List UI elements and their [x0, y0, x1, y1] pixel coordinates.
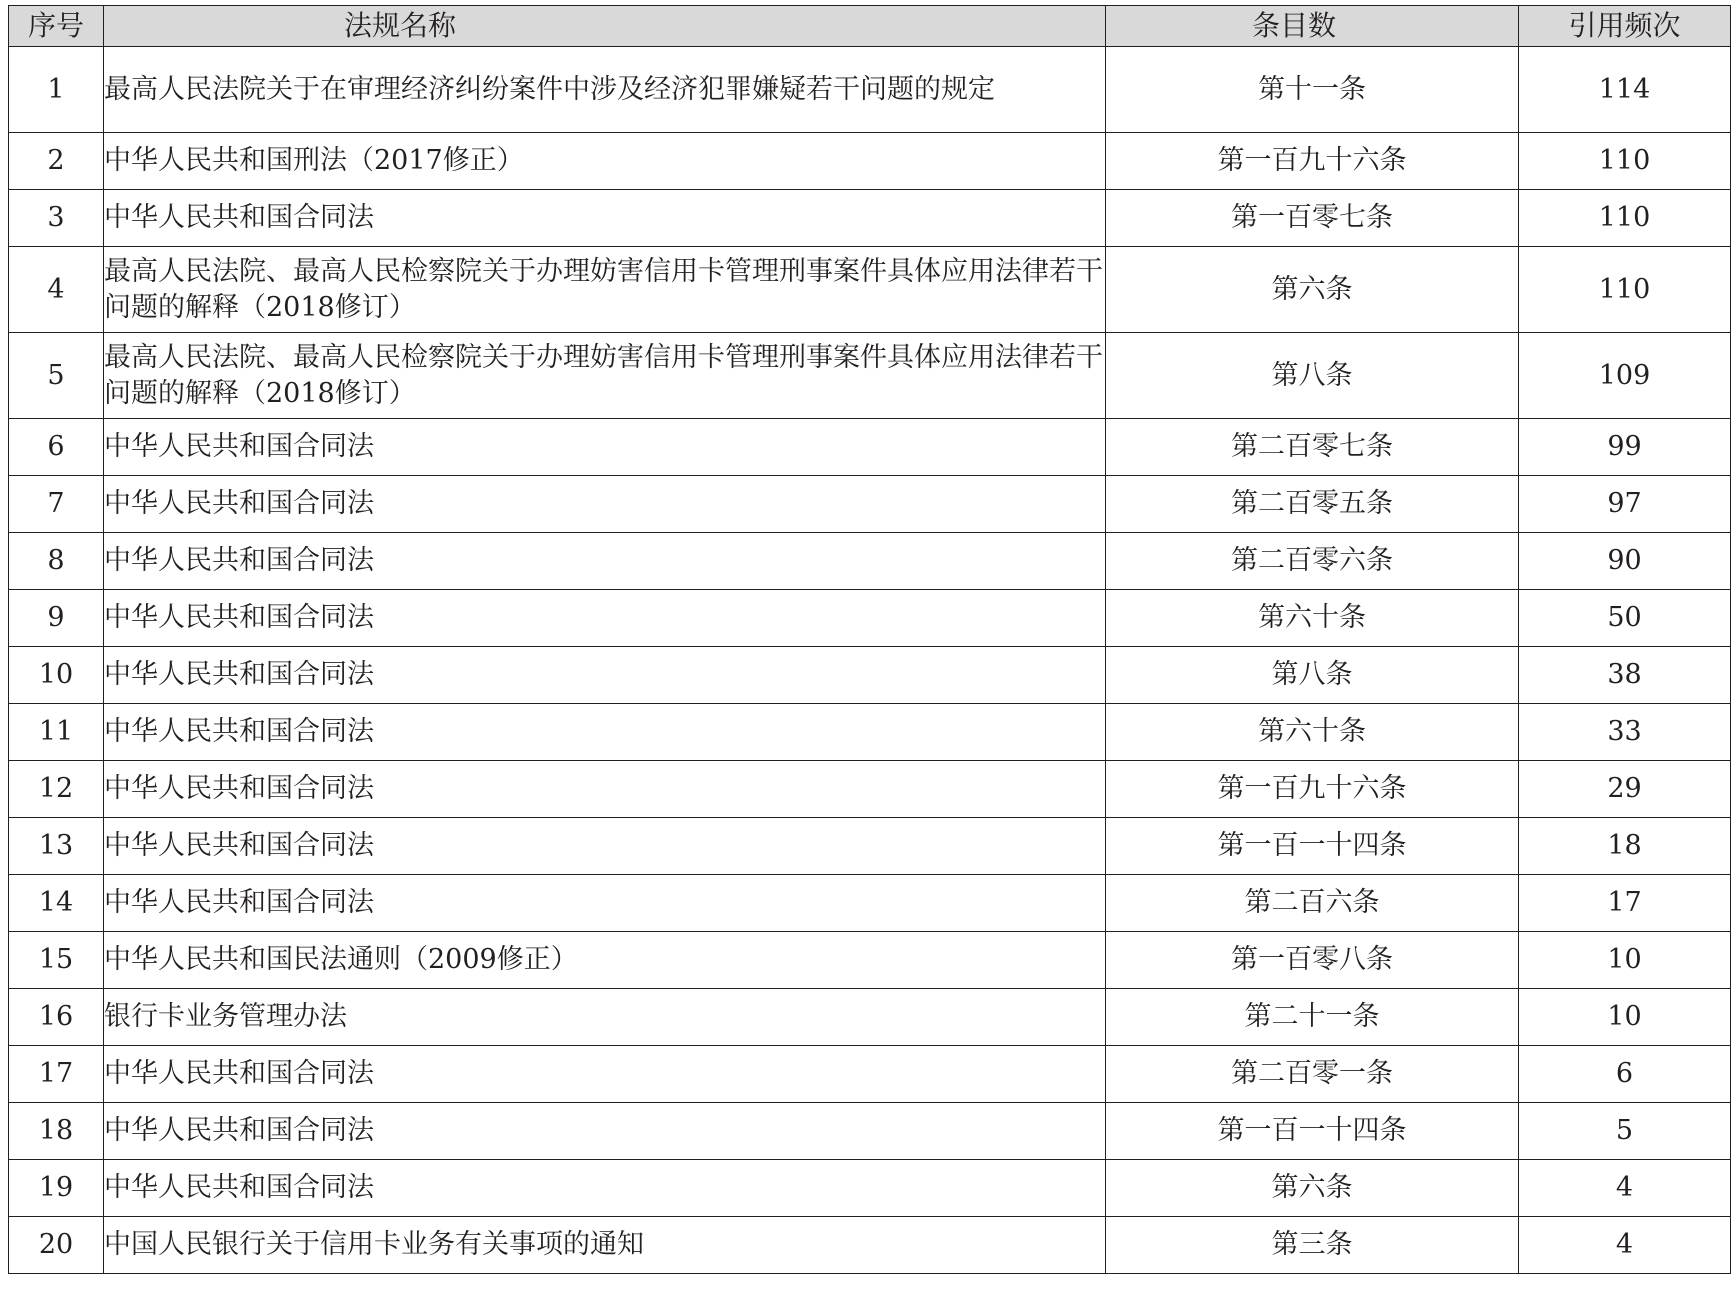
header-article: 条目数: [1106, 6, 1519, 47]
row-seq: 18: [9, 1103, 104, 1160]
row-regulation-name: 中华人民共和国合同法: [104, 190, 1106, 247]
row-seq: 11: [9, 704, 104, 761]
table-row: [9, 133, 1731, 190]
row-regulation-name: 中华人民共和国合同法: [104, 875, 1106, 932]
row-seq: 2: [9, 133, 104, 190]
table-row: [9, 647, 1731, 704]
row-article: 第一百一十四条: [1106, 1103, 1519, 1160]
row-seq: 17: [9, 1046, 104, 1103]
table-row: [9, 932, 1731, 989]
row-article: 第一百九十六条: [1106, 761, 1519, 818]
row-regulation-name: 中华人民共和国民法通则（2009修正）: [104, 932, 1106, 989]
row-seq: 5: [9, 333, 104, 419]
row-regulation-name: 中华人民共和国合同法: [104, 761, 1106, 818]
row-frequency: 50: [1519, 590, 1731, 647]
row-frequency: 18: [1519, 818, 1731, 875]
row-article: 第八条: [1106, 333, 1519, 419]
row-frequency: 4: [1519, 1217, 1731, 1274]
row-article: 第一百九十六条: [1106, 133, 1519, 190]
row-article: 第二百零六条: [1106, 533, 1519, 590]
row-article: 第六十条: [1106, 704, 1519, 761]
row-frequency: 29: [1519, 761, 1731, 818]
row-article: 第六条: [1106, 1160, 1519, 1217]
row-regulation-name: 中华人民共和国合同法: [104, 704, 1106, 761]
row-article: 第十一条: [1106, 47, 1519, 133]
row-seq: 6: [9, 419, 104, 476]
row-article: 第六十条: [1106, 590, 1519, 647]
row-regulation-name: 中华人民共和国合同法: [104, 476, 1106, 533]
row-frequency: 17: [1519, 875, 1731, 932]
row-seq: 16: [9, 989, 104, 1046]
row-article: 第二十一条: [1106, 989, 1519, 1046]
row-regulation-name: 中国人民银行关于信用卡业务有关事项的通知: [104, 1217, 1106, 1274]
table-body: [9, 47, 1731, 1274]
row-frequency: 4: [1519, 1160, 1731, 1217]
table-header: [9, 6, 1731, 47]
row-regulation-name: 中华人民共和国合同法: [104, 533, 1106, 590]
table-row: [9, 419, 1731, 476]
table-row: [9, 989, 1731, 1046]
header-row: [9, 6, 1731, 47]
row-article: 第一百零七条: [1106, 190, 1519, 247]
row-frequency: 97: [1519, 476, 1731, 533]
row-regulation-name: 中华人民共和国合同法: [104, 1160, 1106, 1217]
row-seq: 19: [9, 1160, 104, 1217]
row-article: 第二百零七条: [1106, 419, 1519, 476]
regulation-citation-table: [8, 5, 1731, 1274]
row-frequency: 6: [1519, 1046, 1731, 1103]
row-seq: 9: [9, 590, 104, 647]
row-article: 第二百零五条: [1106, 476, 1519, 533]
row-seq: 3: [9, 190, 104, 247]
row-regulation-name: 最高人民法院、最高人民检察院关于办理妨害信用卡管理刑事案件具体应用法律若干问题的解释（2018修订）: [104, 247, 1106, 333]
row-regulation-name: 中华人民共和国合同法: [104, 647, 1106, 704]
row-seq: 12: [9, 761, 104, 818]
row-frequency: 10: [1519, 989, 1731, 1046]
row-frequency: 38: [1519, 647, 1731, 704]
row-regulation-name: 中华人民共和国刑法（2017修正）: [104, 133, 1106, 190]
row-regulation-name: 中华人民共和国合同法: [104, 419, 1106, 476]
row-frequency: 110: [1519, 247, 1731, 333]
row-frequency: 33: [1519, 704, 1731, 761]
table-row: [9, 761, 1731, 818]
row-seq: 14: [9, 875, 104, 932]
header-name: 法规名称: [104, 6, 1106, 47]
row-regulation-name: 最高人民法院关于在审理经济纠纷案件中涉及经济犯罪嫌疑若干问题的规定: [104, 47, 1106, 133]
row-seq: 10: [9, 647, 104, 704]
row-frequency: 10: [1519, 932, 1731, 989]
row-seq: 20: [9, 1217, 104, 1274]
table-row: [9, 704, 1731, 761]
header-seq: 序号: [9, 6, 104, 47]
table-row: [9, 1046, 1731, 1103]
table-row: [9, 47, 1731, 133]
row-regulation-name: 银行卡业务管理办法: [104, 989, 1106, 1046]
row-regulation-name: 最高人民法院、最高人民检察院关于办理妨害信用卡管理刑事案件具体应用法律若干问题的解释（2018修订）: [104, 333, 1106, 419]
row-regulation-name: 中华人民共和国合同法: [104, 590, 1106, 647]
row-frequency: 5: [1519, 1103, 1731, 1160]
row-article: 第八条: [1106, 647, 1519, 704]
row-seq: 13: [9, 818, 104, 875]
row-article: 第一百一十四条: [1106, 818, 1519, 875]
row-frequency: 99: [1519, 419, 1731, 476]
row-seq: 8: [9, 533, 104, 590]
row-seq: 15: [9, 932, 104, 989]
table-row: [9, 875, 1731, 932]
row-frequency: 90: [1519, 533, 1731, 590]
table-row: [9, 476, 1731, 533]
table-row: [9, 1160, 1731, 1217]
row-article: 第二百零一条: [1106, 1046, 1519, 1103]
row-frequency: 110: [1519, 133, 1731, 190]
row-seq: 7: [9, 476, 104, 533]
row-regulation-name: 中华人民共和国合同法: [104, 818, 1106, 875]
row-article: 第二百六条: [1106, 875, 1519, 932]
table-row: [9, 1217, 1731, 1274]
table-row: [9, 533, 1731, 590]
table-row: [9, 590, 1731, 647]
row-frequency: 114: [1519, 47, 1731, 133]
row-regulation-name: 中华人民共和国合同法: [104, 1046, 1106, 1103]
row-frequency: 110: [1519, 190, 1731, 247]
header-frequency: 引用频次: [1519, 6, 1731, 47]
table-row: [9, 247, 1731, 333]
row-seq: 4: [9, 247, 104, 333]
row-seq: 1: [9, 47, 104, 133]
row-frequency: 109: [1519, 333, 1731, 419]
table-row: [9, 818, 1731, 875]
row-regulation-name: 中华人民共和国合同法: [104, 1103, 1106, 1160]
table-row: [9, 1103, 1731, 1160]
row-article: 第六条: [1106, 247, 1519, 333]
table-row: [9, 190, 1731, 247]
row-article: 第一百零八条: [1106, 932, 1519, 989]
row-article: 第三条: [1106, 1217, 1519, 1274]
table-row: [9, 333, 1731, 419]
